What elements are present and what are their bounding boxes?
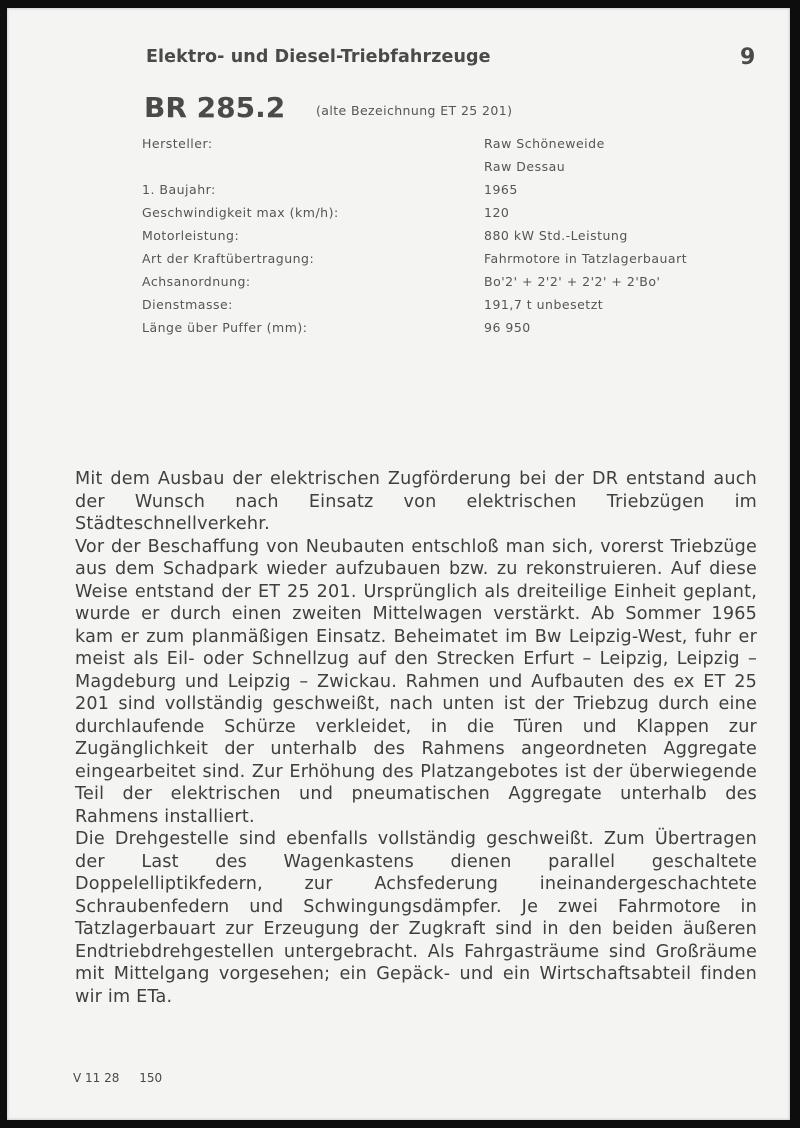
spec-label-manufacturer: Hersteller:: [142, 136, 213, 151]
spec-label-length: Länge über Puffer (mm):: [142, 320, 308, 335]
spec-label-power: Motorleistung:: [142, 228, 240, 243]
paragraph: Die Drehgestelle sind ebenfalls vollständig geschweißt. Zum Übertragen der Last des Wagenkastens dienen parallel geschaltete Doppelelliptikfedern, zur Achsfederung ineinandergeschachtete Schraubenfedern und Schwingungsdämpfer. Je zwei Fahrmotore in Tatzlagerbauart zur Erzeugung der Zugkraft sind in den beiden äußeren Endtriebdrehgestellen untergebracht. Als Fahrgasträume sind Großräume mit Mittelgang vorgesehen; ein Gepäck- und ein Wirtschaftsabteil finden wir im ETa.: [75, 829, 757, 1007]
spec-value-power: 880 kW Std.-Leistung: [484, 228, 628, 243]
description-text: [75, 468, 757, 1008]
spec-label-transmission: Art der Kraftübertragung:: [142, 251, 315, 266]
spec-value-manufacturer-1: Raw Schöneweide: [484, 136, 605, 151]
spec-label-mass: Dienstmasse:: [142, 297, 233, 312]
spec-value-length: 96 950: [484, 320, 531, 335]
spec-value-transmission: Fahrmotore in Tatzlagerbauart: [484, 251, 688, 266]
spec-value-axle-arrangement: Bo'2' + 2'2' + 2'2' + 2'Bo': [484, 274, 661, 289]
spec-label-year: 1. Baujahr:: [142, 182, 216, 197]
old-designation: (alte Bezeichnung ET 25 201): [316, 103, 513, 118]
spec-value-year: 1965: [484, 182, 518, 197]
spec-label-speed: Geschwindigkeit max (km/h):: [142, 205, 339, 220]
print-code-number: 150: [139, 1071, 163, 1085]
print-code-series: V 11 28: [73, 1071, 120, 1085]
spec-value-mass: 191,7 t unbesetzt: [484, 297, 604, 312]
paragraph: Vor der Beschaffung von Neubauten entschloß man sich, vorerst Triebzüge aus dem Schadpark wieder aufzubauen bzw. zu rekonstruieren. Auf diese Weise entstand der ET 25 201. Ursprünglich als dreiteilige Einheit geplant, wurde er durch einen zweiten Mittelwagen verstärkt. Ab Sommer 1965 kam er zum planmäßigen Einsatz. Beheimatet im Bw Leipzig-West, fuhr er meist als Eil- oder Schnellzug auf den Strecken Erfurt – Leipzig, Leipzig – Magdeburg und Leipzig – Zwickau. Rahmen und Aufbauten des ex ET 25 201 sind vollständig geschweißt, nach unten ist der Triebzug durch eine durchlaufende Schürze verkleidet, in die Türen und Klappen zur Zugänglichkeit der unterhalb des Rahmens angeordneten Aggregate eingearbeitet sind. Zur Erhöhung des Platzangebotes ist der überwiegende Teil der elektrischen und pneumatischen Aggregate unterhalb des Rahmens installiert.: [75, 536, 757, 827]
print-code: [73, 1071, 178, 1085]
series-title: Elektro- und Diesel-Triebfahrzeuge: [146, 47, 491, 67]
spec-label-axle-arrangement: Achsanordnung:: [142, 274, 251, 289]
spec-value-manufacturer-2: Raw Dessau: [484, 159, 566, 174]
spec-value-speed: 120: [484, 205, 510, 220]
postcard-back: [7, 8, 790, 1120]
card-number: 9: [740, 45, 756, 70]
paragraph: Mit dem Ausbau der elektrischen Zugförderung bei der DR entstand auch der Wunsch nach Einsatz von elektrischen Triebzügen im Städteschnellverkehr.: [75, 469, 757, 534]
model-designation: BR 285.2: [144, 91, 286, 124]
